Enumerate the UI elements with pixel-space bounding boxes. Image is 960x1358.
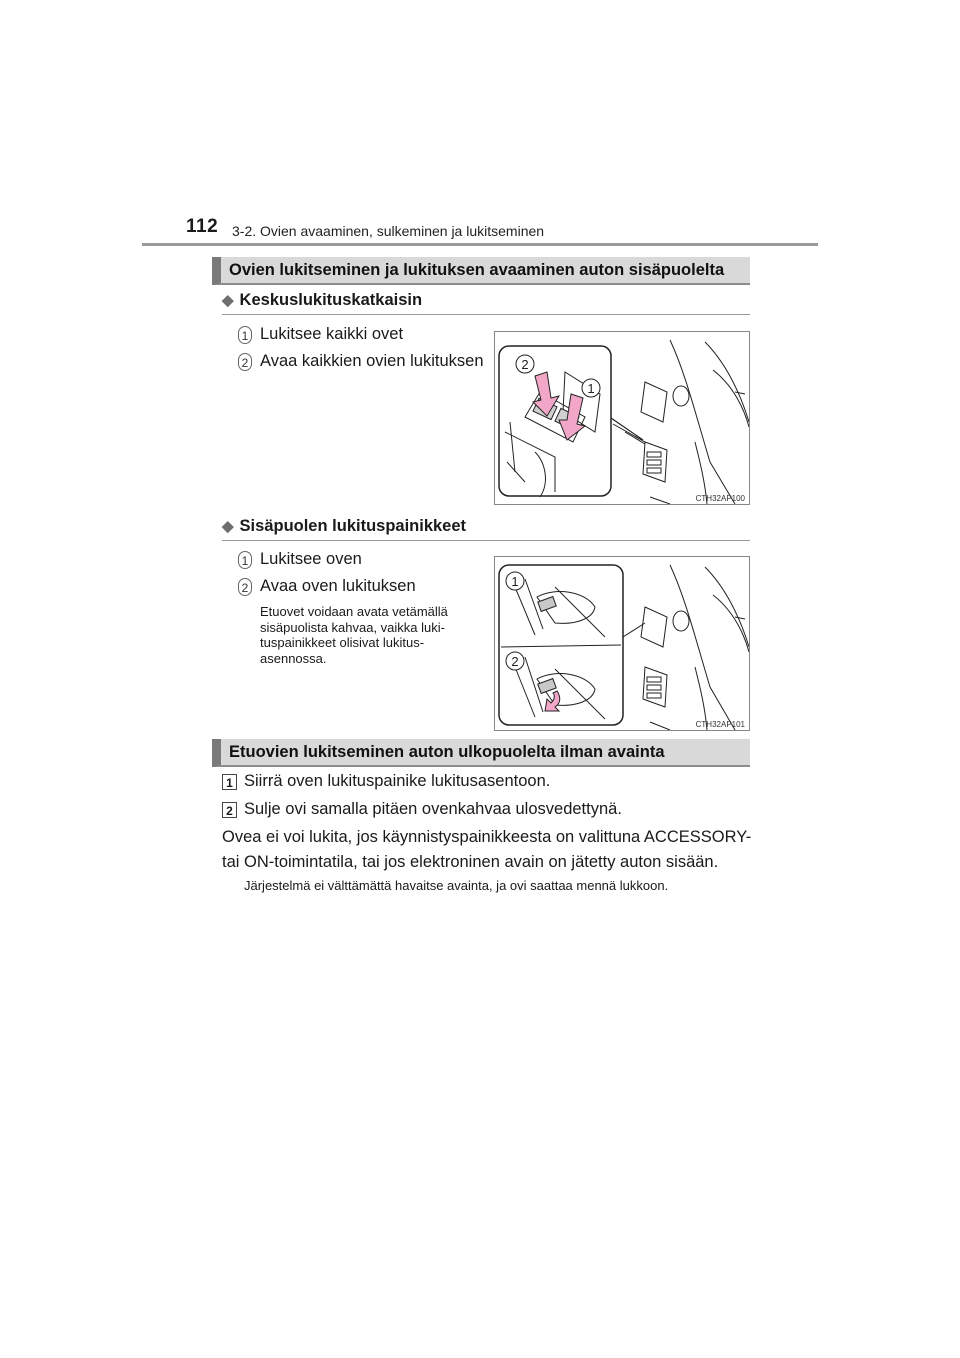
running-title: 3-2. Ovien avaaminen, sulkeminen ja lukitseminen <box>232 223 545 239</box>
subheading-rule <box>222 314 750 315</box>
paragraph-line: Ovea ei voi lukita, jos käynnistyspainikkeesta on valittuna ACCESSORY- <box>222 828 752 846</box>
header-rule <box>142 243 818 246</box>
note-paragraph <box>260 604 478 666</box>
diamond-icon: ◆ <box>222 518 234 535</box>
item-marker: 2 <box>238 578 252 596</box>
step-marker: 1 <box>222 774 237 790</box>
figure-inside-lock-buttons <box>494 556 750 731</box>
subheading-text: Keskuslukituskatkaisin <box>239 291 423 309</box>
item-text-unlock-all: Avaa kaikkien ovien lukituksen <box>260 352 484 370</box>
section-heading-inside-locking <box>212 257 750 285</box>
paragraph-line: tai ON-toimintatila, tai jos elektroninen avain on jätetty auton sisään. <box>222 853 719 871</box>
callout-2: 2 <box>511 654 519 669</box>
diamond-icon: ◆ <box>222 292 234 309</box>
note-text: Järjestelmä ei välttämättä havaitse avainta, ja ovi saattaa mennä lukkoon. <box>244 878 669 893</box>
item-marker: 1 <box>238 326 252 344</box>
note-line: sisäpuolista kahvaa, vaikka luki- <box>260 619 445 635</box>
section-heading-text: Ovien lukitseminen ja lukituksen avaaminen auton sisäpuolelta <box>229 261 725 279</box>
page-number: 112 <box>186 216 219 237</box>
figure-code: CTH32AP100 <box>695 494 745 503</box>
section-heading-outside-locking <box>212 739 750 767</box>
callout-2: 2 <box>521 357 529 372</box>
subheading-text: Sisäpuolen lukituspainikkeet <box>239 517 467 535</box>
step-text: Sulje ovi samalla pitäen ovenkahvaa ulosvedettynä. <box>244 800 622 818</box>
item-text-lock-all: Lukitsee kaikki ovet <box>260 325 404 343</box>
item-text-unlock-door: Avaa oven lukituksen <box>260 577 416 595</box>
note-line: Etuovet voidaan avata vetämällä <box>260 604 448 619</box>
figure-central-lock-switch <box>494 331 750 505</box>
note-line: tuspainikkeet olisivat lukitus- <box>260 635 425 650</box>
callout-1: 1 <box>511 574 519 589</box>
body-paragraph <box>222 825 751 875</box>
item-text-lock-door: Lukitsee oven <box>260 550 362 568</box>
subheading-rule <box>222 540 750 541</box>
item-marker: 1 <box>238 551 252 569</box>
figure-illustration <box>495 332 749 504</box>
subheading-central-lock-switch <box>222 291 422 310</box>
step-marker: 2 <box>222 802 237 818</box>
item-marker: 2 <box>238 353 252 371</box>
subheading-inside-lock-buttons <box>222 517 466 536</box>
section-heading-text: Etuovien lukitseminen auton ulkopuolelta ilman avainta <box>229 743 665 761</box>
note-line: asennossa. <box>260 650 327 666</box>
callout-1: 1 <box>587 381 595 396</box>
figure-illustration <box>495 557 749 730</box>
figure-code: CTH32AP101 <box>695 720 745 729</box>
step-text: Siirrä oven lukituspainike lukitusasentoon. <box>244 772 551 790</box>
